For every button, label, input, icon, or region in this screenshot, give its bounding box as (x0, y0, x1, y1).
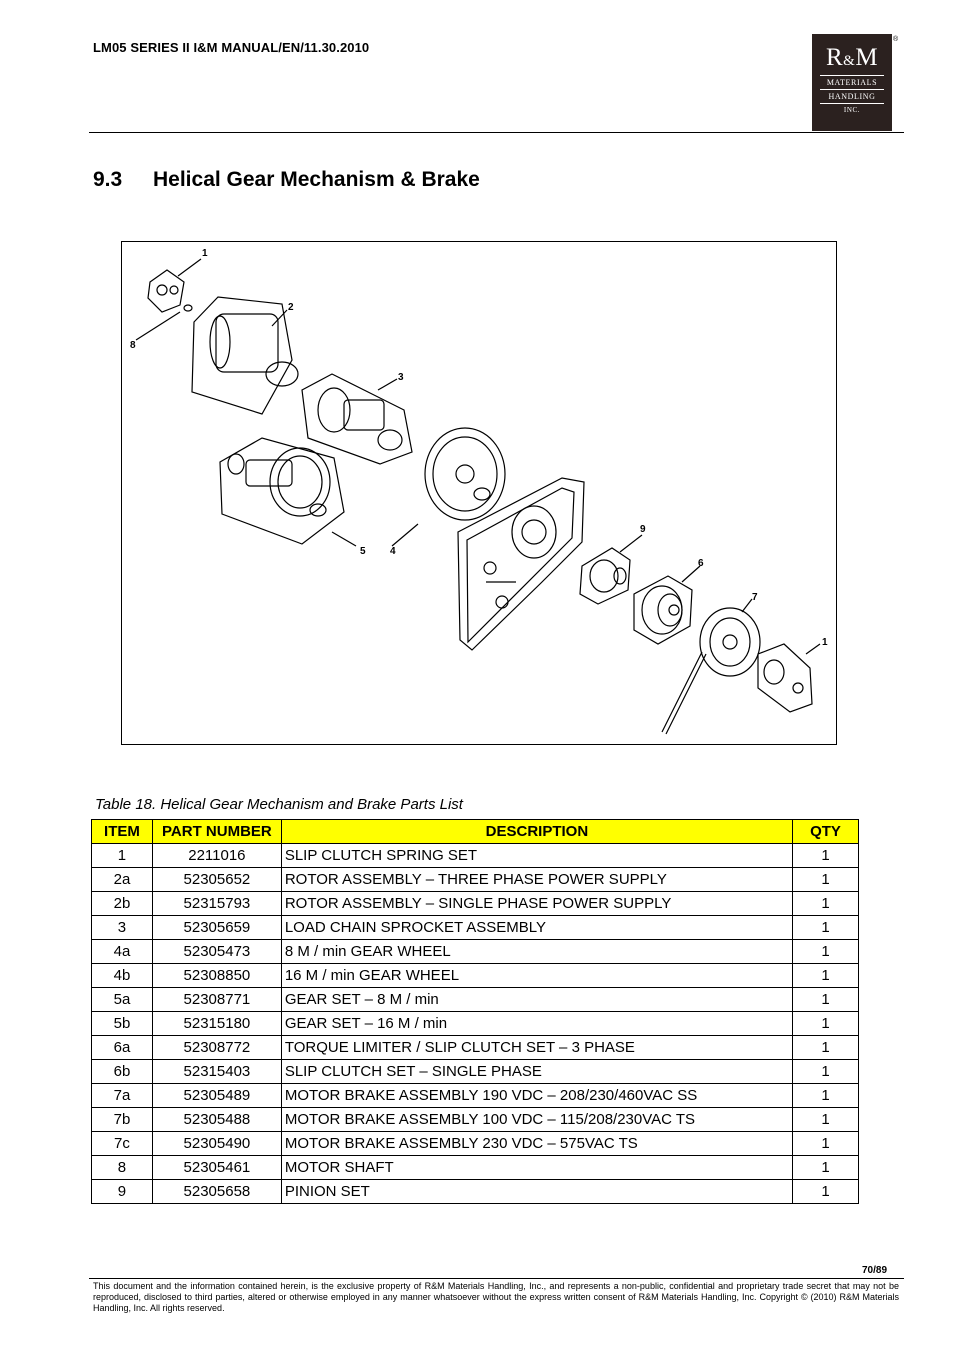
cell-qty: 1 (793, 916, 859, 940)
table-row (92, 916, 859, 940)
cell-qty: 1 (793, 964, 859, 988)
parts-table-body (92, 844, 859, 1204)
footer-disclaimer: This document and the information contained herein, is the exclusive property of R&M Materials Handling, Inc., and represents a non-public, confidential and proprietary trade secret that may not be reproduced, disclosed to third parties, altered or otherwise employed in any manner whatsoever without the express written consent of R&M Materials Handling, Inc. Copyright © (2010) R&M Materials Handling, Inc. All rights reserved. (93, 1281, 899, 1313)
cell-item: 2a (92, 868, 153, 892)
column-header-item: ITEM (92, 820, 153, 844)
column-header-description: DESCRIPTION (281, 820, 792, 844)
logo-line-handling: HANDLING (820, 89, 884, 104)
cell-part-number: 52308771 (152, 988, 281, 1012)
parts-list-table (91, 819, 859, 1204)
logo-rm-mark: R&M (825, 44, 879, 71)
cell-part-number: 52305461 (152, 1156, 281, 1180)
footer-divider (89, 1278, 904, 1279)
cell-part-number: 52305658 (152, 1180, 281, 1204)
callout-3: 3 (398, 372, 404, 383)
table-row (92, 988, 859, 1012)
cell-qty: 1 (793, 988, 859, 1012)
cell-qty: 1 (793, 1036, 859, 1060)
table-caption: Table 18. Helical Gear Mechanism and Brake Parts List (95, 796, 463, 813)
exploded-view-drawing (122, 242, 836, 744)
section-number: 9.3 (93, 168, 123, 191)
column-header-part-number: PART NUMBER (152, 820, 281, 844)
table-row (92, 868, 859, 892)
cell-item: 4a (92, 940, 153, 964)
cell-qty: 1 (793, 892, 859, 916)
logo-line-materials: MATERIALS (820, 75, 884, 89)
cell-description: PINION SET (281, 1180, 792, 1204)
cell-part-number: 52305473 (152, 940, 281, 964)
callout-7: 7 (752, 592, 758, 603)
rm-logo (812, 34, 892, 131)
cell-qty: 1 (793, 868, 859, 892)
cell-item: 4b (92, 964, 153, 988)
cell-description: GEAR SET – 16 M / min (281, 1012, 792, 1036)
cell-part-number: 52308772 (152, 1036, 281, 1060)
cell-item: 2b (92, 892, 153, 916)
callout-9: 9 (640, 524, 646, 535)
gear-wheel-4 (425, 428, 505, 520)
cell-part-number: 52315793 (152, 892, 281, 916)
cell-item: 8 (92, 1156, 153, 1180)
header-divider (89, 132, 904, 133)
document-header-title: LM05 SERIES II I&M MANUAL/EN/11.30.2010 (93, 40, 370, 55)
callout-2: 2 (288, 302, 294, 313)
section-heading: Helical Gear Mechanism & Brake (153, 168, 480, 191)
cell-description: SLIP CLUTCH SPRING SET (281, 844, 792, 868)
table-row (92, 1084, 859, 1108)
callout-6: 6 (698, 558, 704, 569)
cell-item: 3 (92, 916, 153, 940)
cell-description: 16 M / min GEAR WHEEL (281, 964, 792, 988)
cell-qty: 1 (793, 1060, 859, 1084)
cell-description: SLIP CLUTCH SET – SINGLE PHASE (281, 1060, 792, 1084)
registered-mark: ® (893, 36, 899, 43)
cell-description: GEAR SET – 8 M / min (281, 988, 792, 1012)
sprocket-hex-frame (302, 374, 412, 464)
table-header-row (92, 820, 859, 844)
pinion-hex-frame (580, 548, 630, 604)
cell-item: 7a (92, 1084, 153, 1108)
cell-part-number: 52305489 (152, 1084, 281, 1108)
cell-qty: 1 (793, 940, 859, 964)
table-row (92, 940, 859, 964)
column-header-qty: QTY (793, 820, 859, 844)
table-row (92, 1132, 859, 1156)
table-row (92, 1156, 859, 1180)
cell-part-number: 52315180 (152, 1012, 281, 1036)
callout-4: 4 (390, 546, 396, 557)
cell-part-number: 52308850 (152, 964, 281, 988)
exploded-view-figure (121, 241, 837, 745)
cell-description: MOTOR SHAFT (281, 1156, 792, 1180)
cell-description: LOAD CHAIN SPROCKET ASSEMBLY (281, 916, 792, 940)
cell-qty: 1 (793, 1156, 859, 1180)
cell-part-number: 52305490 (152, 1132, 281, 1156)
callout-5: 5 (360, 546, 366, 557)
spring-set-hex-frame-bottom (758, 644, 812, 712)
cell-qty: 1 (793, 844, 859, 868)
table-row (92, 1060, 859, 1084)
cell-description: ROTOR ASSEMBLY – SINGLE PHASE POWER SUPPLY (281, 892, 792, 916)
cell-description: MOTOR BRAKE ASSEMBLY 230 VDC – 575VAC TS (281, 1132, 792, 1156)
logo-line-inc: INC. (843, 106, 861, 114)
cell-item: 6b (92, 1060, 153, 1084)
cell-part-number: 52315403 (152, 1060, 281, 1084)
cell-item: 1 (92, 844, 153, 868)
cell-item: 5b (92, 1012, 153, 1036)
cell-qty: 1 (793, 1108, 859, 1132)
cell-qty: 1 (793, 1012, 859, 1036)
table-row (92, 1180, 859, 1204)
callout-1-bottom: 1 (822, 637, 828, 648)
table-row (92, 1036, 859, 1060)
cell-description: ROTOR ASSEMBLY – THREE PHASE POWER SUPPLY (281, 868, 792, 892)
table-row (92, 1108, 859, 1132)
table-row (92, 844, 859, 868)
gearbox-housing (458, 478, 584, 650)
cell-description: TORQUE LIMITER / SLIP CLUTCH SET – 3 PHASE (281, 1036, 792, 1060)
callout-8: 8 (130, 340, 136, 351)
cell-qty: 1 (793, 1132, 859, 1156)
cell-qty: 1 (793, 1180, 859, 1204)
table-row (92, 1012, 859, 1036)
cell-item: 5a (92, 988, 153, 1012)
cell-item: 7b (92, 1108, 153, 1132)
cell-item: 6a (92, 1036, 153, 1060)
cell-part-number: 52305488 (152, 1108, 281, 1132)
spring-part-top (157, 285, 167, 295)
section-title (93, 168, 480, 192)
cell-item: 7c (92, 1132, 153, 1156)
cell-part-number: 2211016 (152, 844, 281, 868)
cell-description: 8 M / min GEAR WHEEL (281, 940, 792, 964)
cell-description: MOTOR BRAKE ASSEMBLY 190 VDC – 208/230/460VAC SS (281, 1084, 792, 1108)
cell-description: MOTOR BRAKE ASSEMBLY 100 VDC – 115/208/230VAC TS (281, 1108, 792, 1132)
page-number: 70/89 (862, 1265, 888, 1276)
callout-1-top: 1 (202, 248, 208, 259)
cell-part-number: 52305659 (152, 916, 281, 940)
spring-part-bottom (764, 660, 784, 684)
cell-item: 9 (92, 1180, 153, 1204)
cell-part-number: 52305652 (152, 868, 281, 892)
table-row (92, 892, 859, 916)
cell-qty: 1 (793, 1084, 859, 1108)
table-row (92, 964, 859, 988)
